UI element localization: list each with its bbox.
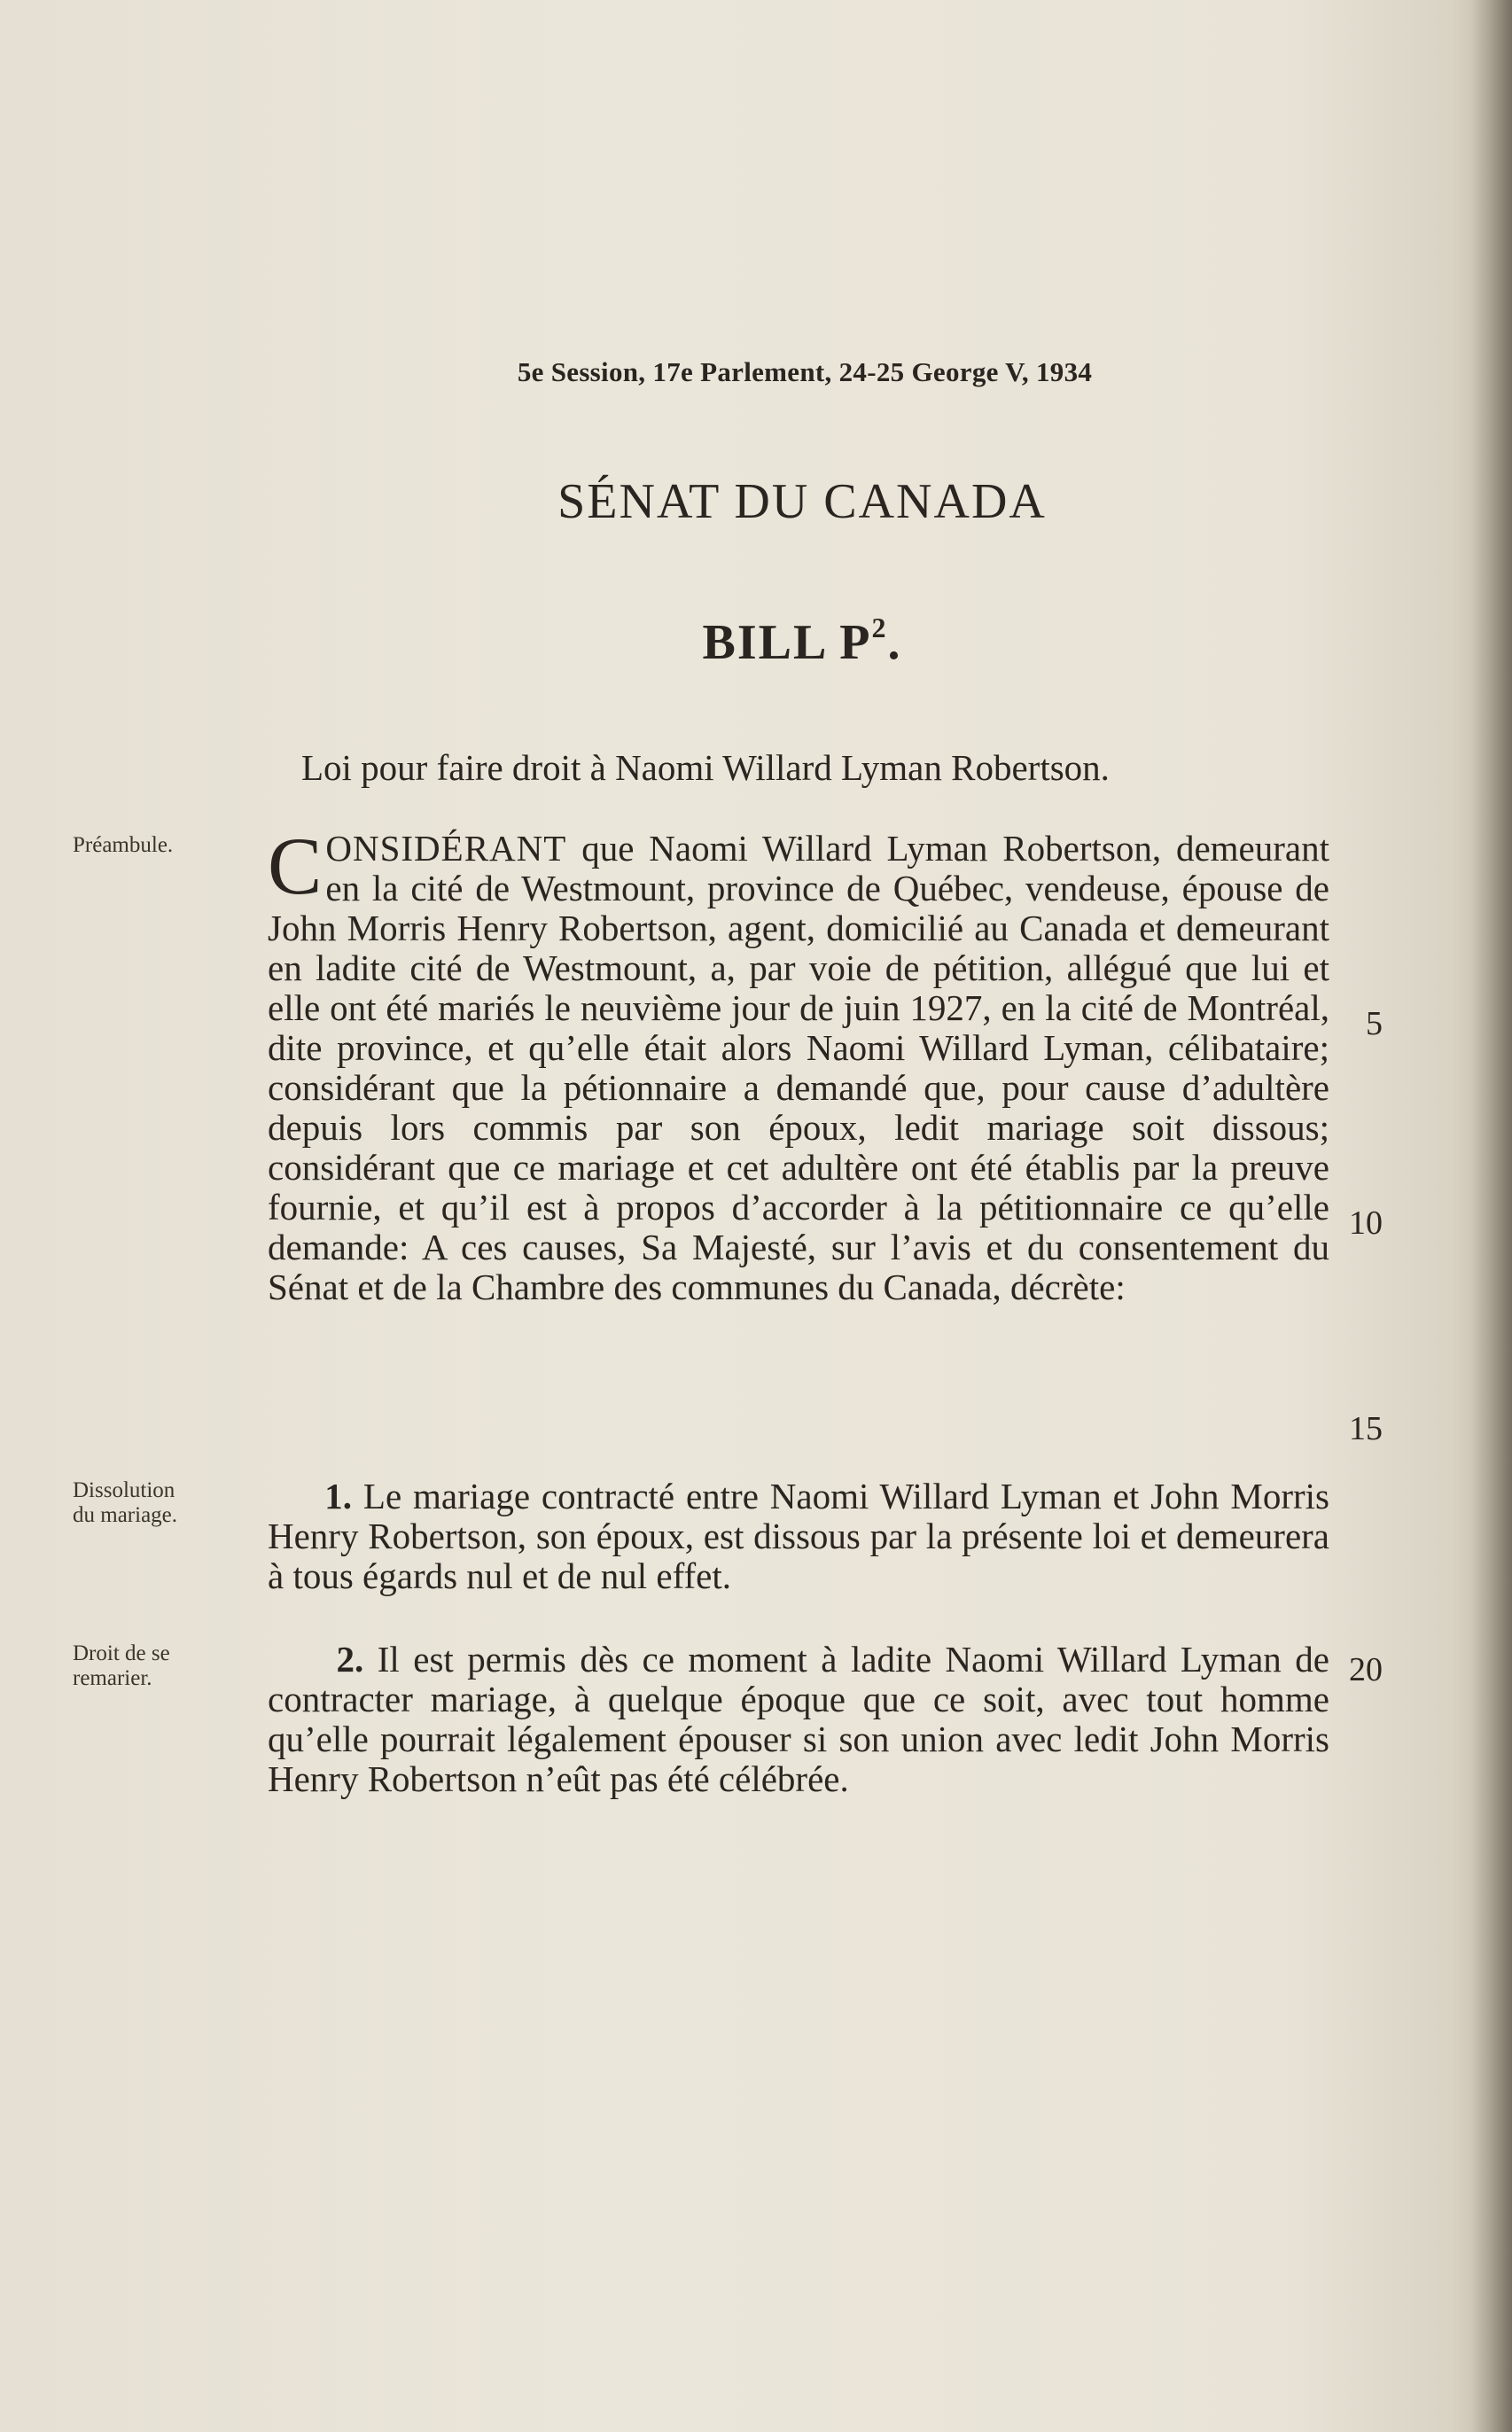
bill-superscript: 2	[871, 612, 888, 643]
margin-note-remarry	[73, 1641, 232, 1691]
chamber-title: SÉNAT DU CANADA	[557, 474, 1047, 529]
section-number: 1.	[324, 1476, 353, 1516]
margin-note-line: remarier.	[73, 1666, 152, 1690]
drop-cap: C	[268, 821, 323, 911]
margin-note-dissolution	[73, 1478, 232, 1528]
section-2	[268, 1640, 1329, 1799]
preamble-paragraph	[268, 821, 1329, 1307]
margin-note-line: Dissolution	[73, 1478, 175, 1502]
short-title: Loi pour faire droit à Naomi Willard Lyman Robertson.	[301, 747, 1110, 788]
bill-period: .	[887, 615, 902, 670]
section-number: 2.	[336, 1639, 364, 1680]
preamble-first-word: ONSIDÉRANT	[325, 828, 567, 869]
margin-note-preamble: Préambule.	[73, 833, 174, 857]
bill-title	[0, 612, 1512, 671]
line-number: 20	[1349, 1651, 1383, 1688]
preamble-text: que Naomi Willard Lyman Robertson, demeurant en la cité de Westmount, province de Québec, vendeuse, épouse de John Morris Henry Robertson, agent, domicilié au Canada et demeurant en ladite cité de Westmount, a, par voie de pétition, allégué que lui et elle ont été mariés le neuvième jour de juin 1927, en la cité de Montréal, dite province, et qu’elle était alors Naomi Willard Lyman, célibataire; considérant que la pétionnaire a demandé que, pour cause d’adultère depuis lors commis par son époux, ledit mariage soit dissous; considérant que ce mariage et cet adultère ont été établis par la preuve fournie, et qu’il est à propos d’accorder à la pétitionnaire ce qu’elle demande: A ces causes, Sa Majesté, sur l’avis et du consentement du Sénat et de la Chambre des communes du Canada, décrète:	[268, 828, 1329, 1307]
session-line: 5e Session, 17e Parlement, 24-25 George V, 1934	[517, 356, 1093, 387]
margin-note-line: du mariage.	[73, 1503, 178, 1527]
section-text: Le mariage contracté entre Naomi Willard Lyman et John Morris Henry Robertson, son époux, est dissous par la présente loi et demeurera à tous égards nul et de nul effet.	[268, 1476, 1330, 1596]
line-number: 10	[1349, 1204, 1383, 1242]
section-1	[268, 1477, 1329, 1596]
margin-note-line: Droit de se	[73, 1641, 170, 1665]
section-text: Il est permis dès ce moment à ladite Naomi Willard Lyman de contracter mariage, à quelque époque que ce soit, avec tout homme qu’elle pourrait légalement épouser si son union avec ledit John Morris Henry Robertson n’eût pas été célébrée.	[268, 1639, 1329, 1799]
line-number: 15	[1349, 1410, 1383, 1447]
bill-label: BILL P	[702, 615, 872, 670]
line-number: 5	[1366, 1005, 1383, 1042]
